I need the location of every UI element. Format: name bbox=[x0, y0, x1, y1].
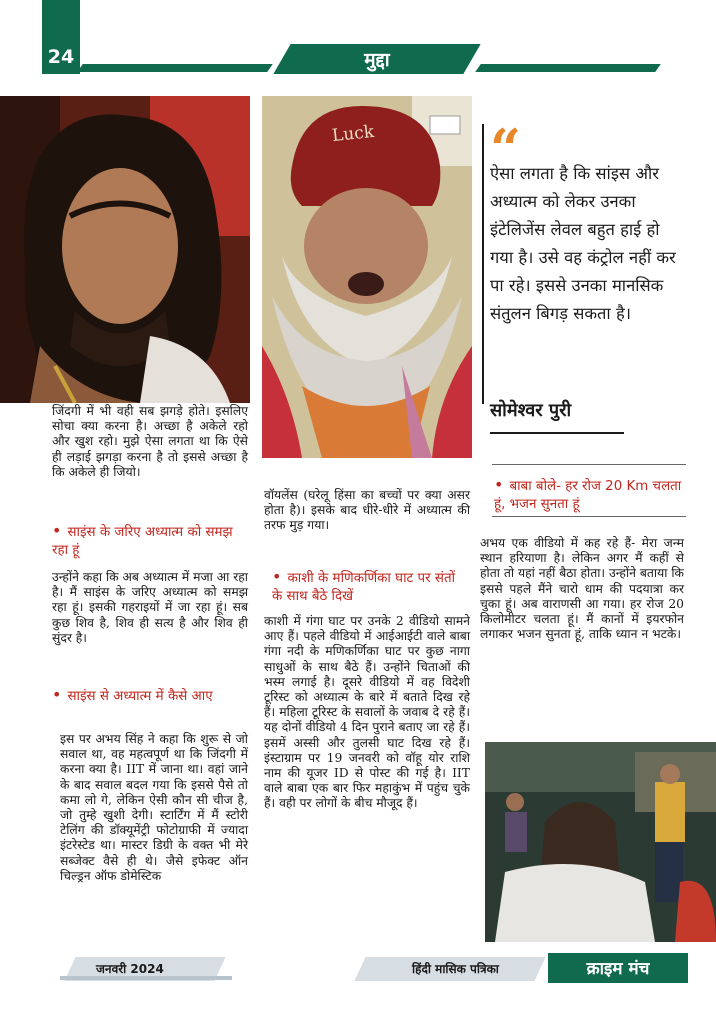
pull-quote-text: ऐसा लगता है कि सांइस और अध्यात्म को लेकर उनका इंटेलिजेंस लेवल बहुत हाई हो गया है। उसे वह कंट्रोल नहीं कर पा रहे। इससे उनका मानसिक संतुलन बिगड़ सकता है। bbox=[490, 164, 676, 323]
subhead-rule-top bbox=[492, 464, 686, 465]
footer-date: जनवरी 2024 bbox=[96, 962, 164, 976]
col1-para-2: इस पर अभय सिंह ने कहा कि शुरू से जो सवाल था, वह महत्वपूर्ण था कि जिंदगी में करना क्या है। IIT में जाना था। वहां जाने के बाद सवाल बदल गया कि इससे पैसे तो कमा लो गे, लेकिन ऐसी कौन सी चीज है, जो तुम्हे खुशी देगी। स्टार्टिंग में मैं स्टोरी टेलिंग की डॉक्यूमेंट्री फोटोग्राफी में ज्यादा इंटरेस्टेड था। मास्टर डिग्री के वक्त भी मेरे सब्जेक्ट वैसे ही थे। जैसे इफेक्ट ऑन चिल्ड्रन ऑफ डोमेस्टिक bbox=[60, 732, 248, 883]
col3-subhead-1-text: बाबा बोले- हर रोज 20 Km चलता हूं, भजन सुनता हूं bbox=[494, 479, 682, 512]
subhead-rule-bottom bbox=[492, 516, 686, 517]
bullet-icon: • bbox=[494, 475, 504, 494]
page-number: 24 bbox=[47, 46, 75, 68]
quote-mark-icon: “ bbox=[490, 117, 522, 181]
col1-intro: जिंदगी में भी वही सब झगड़े होते। इसलिए सोचा क्या करना है। अच्छा है अकेले रहो और खुश रहो। मुझे ऐसा लगता था कि ऐसे ही लड़ाई झगड़ा करना है तो इससे अच्छा है कि अकेले ही जियो। bbox=[52, 404, 248, 479]
section-title: मुद्दा bbox=[364, 49, 390, 71]
bullet-icon: • bbox=[52, 521, 62, 540]
col2-subhead-1 bbox=[272, 568, 466, 606]
header-rule-right bbox=[475, 64, 661, 72]
author-underline bbox=[490, 432, 624, 434]
col1-para-1: उन्होंने कहा कि अब अध्यात्म में मजा आ रहा है। मैं साइंस के जरिए अध्यात्म को समझ रहा हूं। इसकी गहराइयों में जा रहा हूं। सब कुछ शिव है, शिव ही सत्य है और शिव ही सुंदर है। bbox=[52, 570, 248, 645]
photo-bearded-man bbox=[262, 96, 472, 458]
col1-subhead-2-text: साइंस से अध्यात्म में कैसे आए bbox=[67, 689, 213, 704]
footer-brand-logo: क्राइम मंच bbox=[586, 959, 650, 979]
col1-subhead-1 bbox=[52, 522, 248, 560]
col3-para-1: अभय एक वीडियो में कह रहे हैं- मेरा जन्म स्थान हरियाणा है। लेकिन अगर मैं कहीं से होता तो यहां नहीं बैठा होता। उन्होंने बताया कि इससे पहले मैंने चारो धाम की पदयात्रा कर चुका हूं। अब वाराणसी आ गया। हर रोज 20 किलोमीटर चलता हूं। मैं कानों में इयरफोन लगाकर भजन सुनता हूं, ताकि ध्यान न भटके। bbox=[480, 536, 684, 642]
quote-border bbox=[482, 124, 484, 404]
col2-para-2: काशी में गंगा घाट पर उनके 2 वीडियो सामने आए हैं। पहले वीडियो में आईआईटी वाले बाबा गंगा नदी के मणिकर्णिका घाट पर कुछ नागा साधुओं के साथ बैठे हैं। उन्होंने चिताओं की भस्म लगाई है। दूसरे वीडियो में वह विदेशी टूरिस्ट को अध्यात्म के बारे में बताते दिख रहे हैं। महिला टूरिस्ट के सवालों के जवाब दे रहे हैं। यह दोनों वीडियो 4 दिन पुराने बताए जा रहे हैं। इसमें अस्सी और तुलसी घाट दिख रहे हैं। इंस्टाग्राम पर 19 जनवरी को वॉहू योर राशि नाम की यूजर ID से पोस्ट की गई है। IIT वाले बाबा एक बार फिर महाकुंभ में पहुंच चुके हैं। वही पर लोगों के बीच मौजूद हैं। bbox=[264, 614, 470, 811]
photo-crowd-scene bbox=[485, 742, 716, 942]
photo-long-haired-man bbox=[0, 96, 250, 403]
header-rule-left bbox=[77, 64, 273, 72]
pull-quote-author: सोमेश्वर पुरी bbox=[490, 400, 572, 421]
bullet-icon: • bbox=[52, 685, 62, 704]
col2-para-1: वॉयलेंस (घरेलू हिंसा का बच्चों पर क्या असर होता है)। इसके बाद धीरे-धीरे में अध्यात्म की तरफ मुड़ गया। bbox=[264, 488, 470, 533]
col3-subhead-1 bbox=[494, 476, 684, 514]
bullet-icon: • bbox=[272, 567, 282, 586]
footer-magazine: हिंदी मासिक पत्रिका bbox=[412, 962, 499, 976]
col1-subhead-2 bbox=[52, 686, 248, 706]
cap-embroidery-text: Luck bbox=[331, 121, 375, 147]
col2-subhead-1-text: काशी के मणिकर्णिका घाट पर संतों के साथ बैठे दिखें bbox=[272, 571, 456, 604]
col1-subhead-1-text: साइंस के जरिए अध्यात्म को समझ रहा हूं bbox=[52, 525, 233, 558]
